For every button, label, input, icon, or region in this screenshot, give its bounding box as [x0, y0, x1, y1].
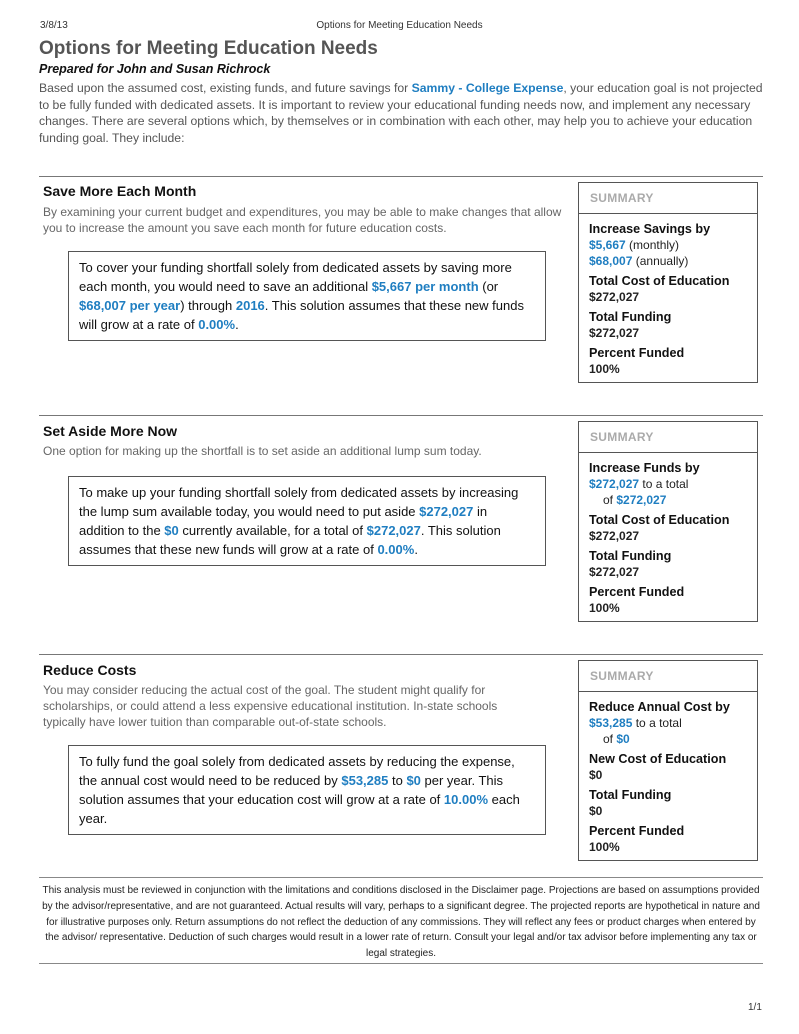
callout-value: $53,285: [341, 773, 389, 788]
callout-text: ) through: [180, 298, 236, 313]
summary-box-reduce-costs: [578, 660, 758, 861]
summary-value: $272,027: [589, 326, 640, 340]
summary-value: $0: [589, 804, 603, 818]
summary-value: $0: [589, 768, 603, 782]
summary-label: Total Cost of Education: [589, 513, 730, 527]
intro-text-2: , your education goal is not projected to be fully funded with dedicated assets. It is important to review your educational funding needs now, and implement any necessary changes. There are several options which, by themselves or in combination with each other, may help you to achieve your education funding goal. They include:: [39, 81, 763, 145]
callout-text: per year. This solution assumes that your education cost will grow at a rate of: [79, 773, 504, 807]
section-title-save-more: Save More Each Month: [43, 183, 197, 199]
section-title-reduce-costs: Reduce Costs: [43, 662, 137, 678]
summary-value: $272,027: [589, 565, 640, 579]
callout-value: $0: [164, 523, 179, 538]
callout-value: 10.00%: [443, 792, 489, 807]
print-header: [0, 20, 799, 34]
summary-label: Increase Savings by: [589, 222, 711, 236]
summary-value-suffix: to a total: [639, 477, 689, 491]
disclaimer-text: This analysis must be reviewed in conjunction with the limitations and conditions disclosed in the Disclaimer page. Projections are based on assumptions provided by the advisor/representative, and are not guaranteed. Actual results will vary, perhaps to a significant degree. The projected reports are hypothetical in nature and for illustrative purposes only. Return assumptions do not reflect the deduction of any commissions. They will reflect any fees or product charges when entered by the advisor/ representative. Deduction of such charges would result in a lower rate of return. Consult your legal and/or tax advisor before implementing any tax or legal strategies.: [42, 885, 760, 960]
callout-value: $5,667 per month: [371, 279, 479, 294]
summary-value: $272,027: [616, 493, 667, 507]
summary-value-suffix: (annually): [632, 254, 689, 268]
callout-set-aside: [68, 476, 546, 566]
page-number: 1/1: [748, 1002, 762, 1013]
callout-text: .: [235, 317, 239, 332]
print-title: Options for Meeting Education Needs: [316, 20, 483, 31]
summary-label: Reduce Annual Cost by: [589, 700, 730, 714]
callout-reduce-costs: [68, 745, 546, 835]
summary-value: $68,007: [589, 254, 633, 268]
summary-heading: SUMMARY: [579, 183, 757, 214]
callout-text: .: [414, 542, 418, 557]
summary-value: $272,027: [589, 290, 640, 304]
callout-text: each year.: [79, 792, 520, 826]
callout-text: To cover your funding shortfall solely from dedicated assets by saving more each month, you would need to save an additional: [79, 260, 512, 294]
page-title: Options for Meeting Education Needs: [39, 38, 378, 59]
summary-value: $272,027: [589, 529, 640, 543]
summary-heading: SUMMARY: [579, 422, 757, 453]
section-description-save-more: By examining your current budget and expenditures, you may be able to make changes that allow you to increase the amount you save each month for future education costs.: [43, 205, 562, 235]
summary-heading: SUMMARY: [579, 661, 757, 692]
section-title-set-aside: Set Aside More Now: [43, 423, 178, 439]
summary-value: $5,667: [589, 238, 626, 252]
section-divider: [39, 654, 763, 655]
footer-divider: [39, 963, 763, 964]
callout-text: currently available, for a total of: [178, 523, 367, 538]
summary-label: Total Funding: [589, 310, 672, 324]
section-divider: [39, 176, 763, 177]
callout-value: 2016: [235, 298, 265, 313]
summary-value: $0: [616, 732, 630, 746]
summary-label: Percent Funded: [589, 824, 685, 838]
goal-name: Sammy - College Expense: [411, 81, 564, 95]
section-description-set-aside: One option for making up the shortfall is to set aside an additional lump sum today.: [43, 444, 482, 458]
summary-label: Increase Funds by: [589, 461, 700, 475]
callout-value: $272,027: [419, 504, 474, 519]
print-date: 3/8/13: [40, 20, 68, 31]
callout-text: to: [388, 773, 407, 788]
summary-value: $272,027: [589, 477, 640, 491]
summary-label: Total Funding: [589, 788, 672, 802]
summary-value-prefix: of: [603, 732, 617, 746]
summary-value: 100%: [589, 362, 620, 376]
callout-value: 0.00%: [198, 317, 236, 332]
callout-text: To make up your funding shortfall solely from dedicated assets by increasing the lump sum available today, you would need to put aside: [79, 485, 519, 519]
prepared-for: Prepared for John and Susan Richrock: [39, 62, 271, 76]
summary-box-save-more: [578, 182, 758, 383]
section-description-reduce-costs: You may consider reducing the actual cost of the goal. The student might qualify for scholarships, or could attend a less expensive educational institution. In-state schools typically have lower tuition than comparable out-of-state schools.: [43, 683, 498, 729]
summary-label: Total Cost of Education: [589, 274, 730, 288]
callout-value: $272,027: [366, 523, 421, 538]
callout-value: 0.00%: [377, 542, 415, 557]
summary-label: Percent Funded: [589, 346, 685, 360]
callout-text: To fully fund the goal solely from dedicated assets by reducing the expense, the annual cost would need to be reduced by: [79, 754, 515, 788]
summary-value-suffix: (monthly): [625, 238, 680, 252]
summary-value: 100%: [589, 601, 620, 615]
callout-text: (or: [478, 279, 499, 294]
summary-label: New Cost of Education: [589, 752, 727, 766]
footer-divider: [39, 877, 763, 878]
summary-value-suffix: to a total: [632, 716, 682, 730]
callout-text: . This solution assumes that these new funds will grow at a rate of: [79, 523, 501, 557]
intro-paragraph: [39, 80, 764, 146]
section-divider: [39, 415, 763, 416]
callout-value: $68,007 per year: [79, 298, 181, 313]
summary-label: Percent Funded: [589, 585, 685, 599]
callout-text: . This solution assumes that these new funds will grow at a rate of: [79, 298, 524, 332]
intro-text-1: Based upon the assumed cost, existing funds, and future savings for: [39, 81, 412, 95]
summary-value: 100%: [589, 840, 620, 854]
summary-label: Total Funding: [589, 549, 672, 563]
summary-box-set-aside: [578, 421, 758, 622]
callout-value: $0: [406, 773, 421, 788]
summary-value: $53,285: [589, 716, 633, 730]
callout-save-more: [68, 251, 546, 341]
callout-text: in addition to the: [79, 504, 488, 538]
summary-value-prefix: of: [603, 493, 617, 507]
